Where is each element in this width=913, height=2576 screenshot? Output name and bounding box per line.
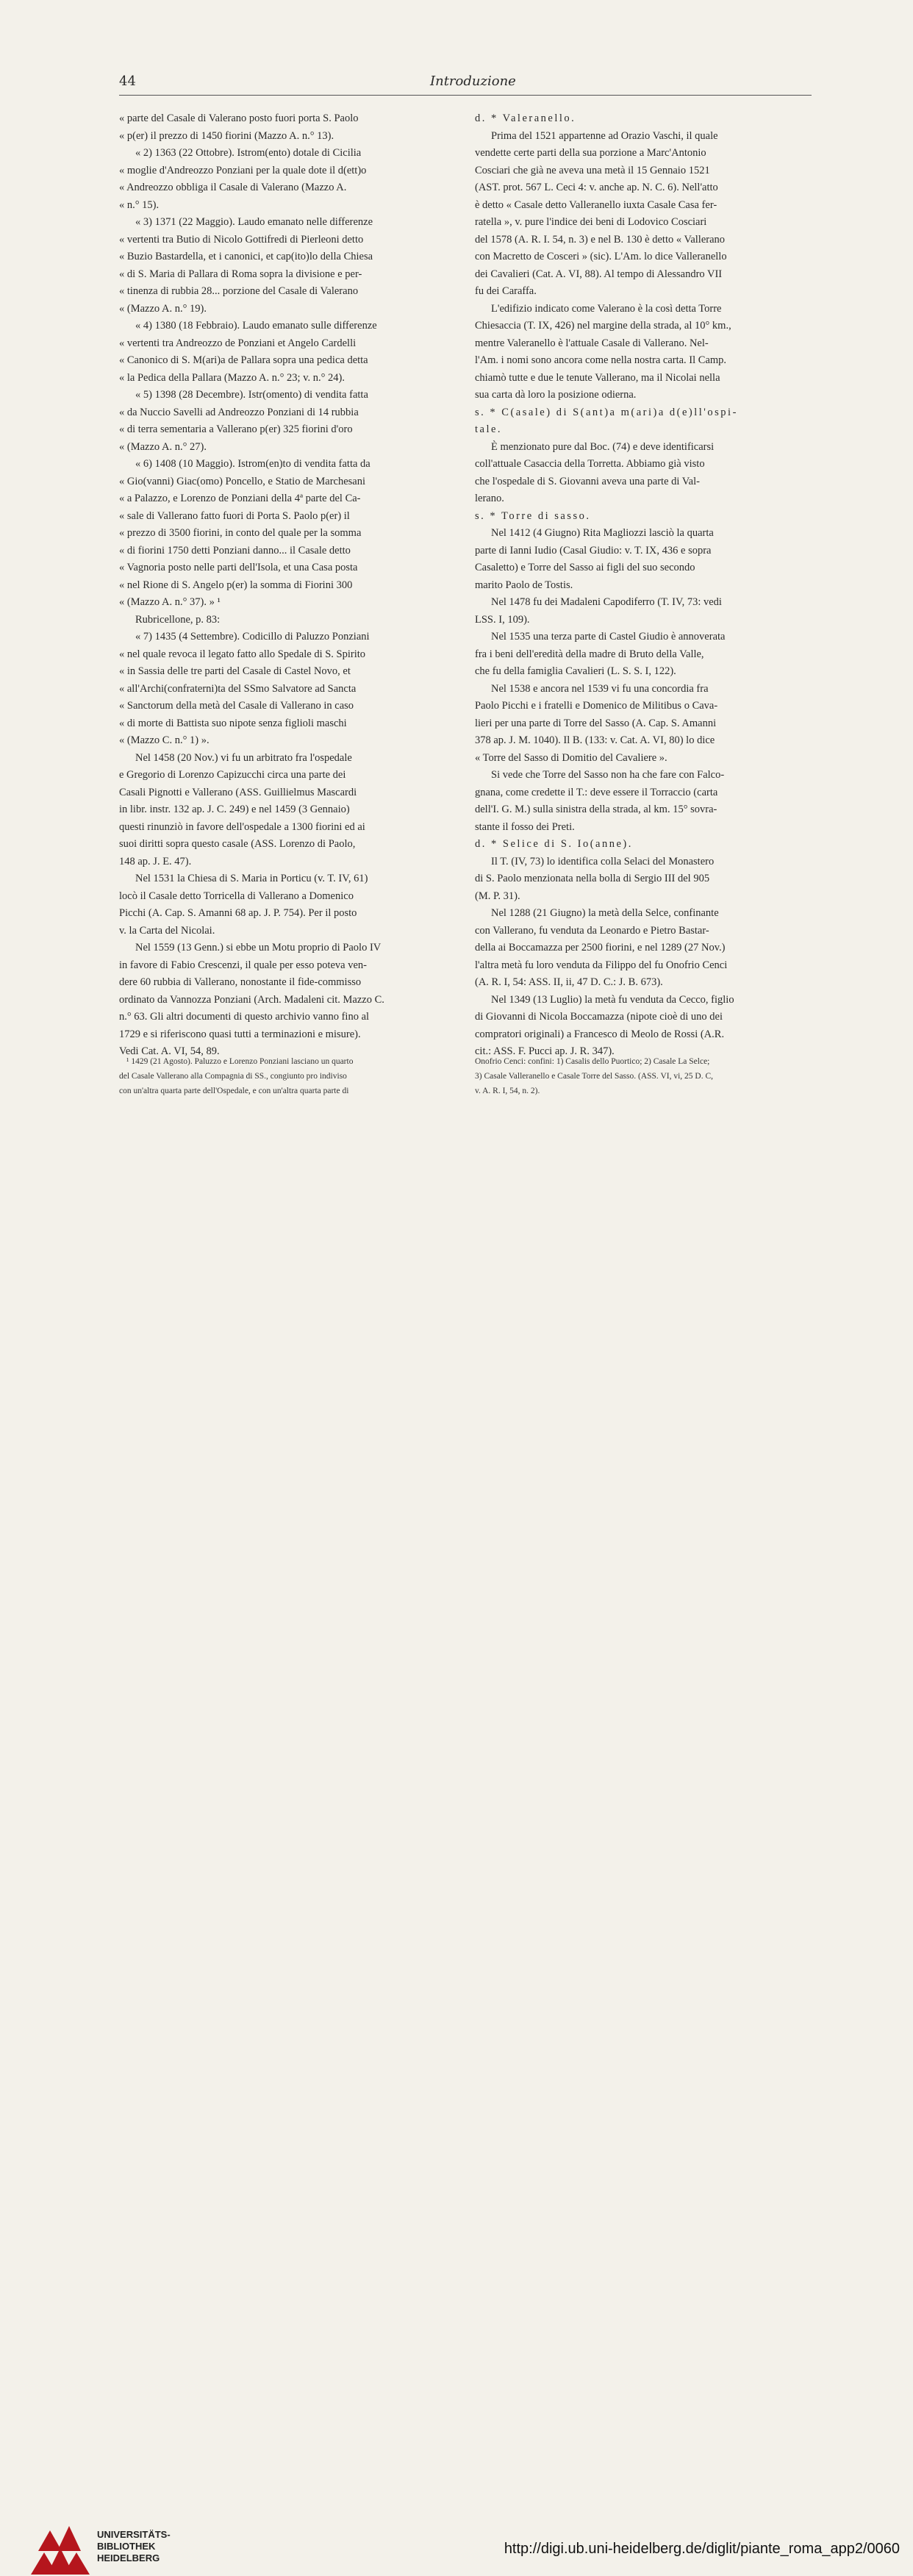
text-line: Vedi Cat. A. VI, 54, 89. [119, 1045, 220, 1057]
text-line: Nel 1478 fu dei Madaleni Capodiferro (T. IV, 73: vedi [491, 596, 722, 608]
text-line: Nel 1412 (4 Giugno) Rita Magliozzi lasciò la quarta [491, 527, 714, 539]
text-line: mentre Valeranello è l'attuale Casale di Vallerano. Nel- [475, 337, 709, 349]
text-line: lerano. [475, 493, 504, 504]
text-line: cit.: ASS. F. Pucci ap. J. R. 347). [475, 1045, 615, 1057]
text-line: LSS. I, 109). [475, 613, 530, 626]
text-line: gnana, come credette il T.: deve essere il Torraccio (carta [475, 786, 718, 798]
text-line: « 5) 1398 (28 Decembre). Istr(omento) di vendita fatta [135, 389, 368, 401]
text-line: « 2) 1363 (22 Ottobre). Istrom(ento) dotale di Cicilia [135, 147, 362, 159]
text-line: Nel 1349 (13 Luglio) la metà fu venduta da Cecco, figlio [491, 993, 734, 1006]
text-line: parte di Ianni Iudio (Casal Giudio: v. T. IX, 436 e sopra [475, 544, 712, 557]
library-name [97, 2529, 171, 2564]
text-line: Nel 1531 la Chiesa di S. Maria in Porticu (v. T. IV, 61) [135, 873, 368, 884]
library-name-line-2: BIBLIOTHEK [97, 2541, 156, 2552]
text-line: « 7) 1435 (4 Settembre). Codicillo di Paluzzo Ponziani [135, 631, 370, 643]
text-line: « sale di Vallerano fatto fuori di Porta S. Paolo p(er) il [119, 509, 350, 522]
footnote-line: Onofrio Cenci: confini: 1) Casalis dello Puortico; 2) Casale La Selce; [475, 1057, 710, 1066]
text-line: di Giovanni di Nicola Boccamazza (nipote cioè di uno dei [475, 1011, 723, 1023]
text-line: 148 ap. J. E. 47). [119, 855, 192, 867]
footer-bar [0, 1259, 913, 2564]
text-line: con Macretto de Cosceri » (sic). L'Am. lo dice Valleranello [475, 251, 727, 262]
text-line: « (Mazzo A. n.° 27). [119, 440, 207, 453]
text-line: locò il Casale detto Torricella di Vallerano a Domenico [119, 890, 354, 902]
text-line: in libr. instr. 132 ap. J. C. 249) e nel 1459 (3 Gennaio) [119, 804, 350, 815]
text-line: « 6) 1408 (10 Maggio). Istrom(en)to di vendita fatta da [135, 458, 370, 470]
right-column [475, 110, 812, 1061]
text-line: fu dei Caraffa. [475, 285, 537, 297]
text-line: di S. Paolo menzionata nella bolla di Sergio III del 905 [475, 873, 710, 884]
text-line: « moglie d'Andreozzo Ponziani per la quale dote il d(ett)o [119, 164, 367, 176]
text-line: (M. P. 31). [475, 890, 520, 902]
text-line: « (Mazzo A. n.° 37). » ¹ [119, 596, 221, 608]
text-line: « 4) 1380 (18 Febbraio). Laudo emanato sulle differenze [135, 320, 377, 332]
text-line: dell'I. G. M.) sulla sinistra della strada, al km. 15° sovra- [475, 804, 717, 815]
text-line: d. * Valeranello. [475, 112, 576, 124]
text-line: del 1578 (A. R. I. 54, n. 3) e nel B. 130 è detto « Vallerano [475, 233, 726, 246]
text-line: « 3) 1371 (22 Maggio). Laudo emanato nelle differenze [135, 216, 373, 228]
footnote-left [119, 1054, 456, 1098]
text-line: l'Am. i nomi sono ancora come nella nostra carta. Il Camp. [475, 354, 727, 366]
text-line: Casaletto) e Torre del Sasso ai figli del suo secondo [475, 562, 695, 573]
text-line: 378 ap. J. M. 1040). Il B. (133: v. Cat. A. VI, 80) lo dice [475, 734, 715, 746]
text-line: con Vallerano, fu venduta da Leonardo e Pietro Bastar- [475, 924, 709, 937]
text-line: tale. [475, 423, 503, 435]
text-line: sua carta dà loro la posizione odierna. [475, 389, 637, 401]
text-line: l'altra metà fu loro venduta da Filippo del fu Onofrio Cenci [475, 959, 728, 971]
text-line: Nel 1559 (13 Genn.) si ebbe un Motu proprio di Paolo IV [135, 942, 382, 954]
left-column [119, 110, 456, 1061]
text-line: « p(er) il prezzo di 1450 fiorini (Mazzo A. n.° 13). [119, 129, 334, 142]
header-rule [119, 95, 812, 96]
text-line: che l'ospedale di S. Giovanni aveva una parte di Val- [475, 475, 700, 487]
text-line: dere 60 rubbia di Vallerano, nonostante il fide-commisso [119, 976, 362, 988]
text-line: « di morte di Battista suo nipote senza figlioli maschi [119, 717, 347, 729]
text-line: Rubricellone, p. 83: [135, 613, 221, 626]
page-number: 44 [119, 74, 136, 89]
text-line: « nel quale revoca il legato fatto allo Spedale di S. Spirito [119, 648, 366, 660]
text-line: L'edifizio indicato come Valerano è la così detta Torre [491, 302, 722, 315]
text-line: (AST. prot. 567 L. Ceci 4: v. anche ap. N. C. 6). Nell'atto [475, 182, 718, 193]
text-line: 1729 e si riferiscono quasi tutti a terminazioni e misure). [119, 1028, 361, 1040]
text-line: vendette certe parti della sua porzione a Marc'Antonio [475, 147, 706, 159]
text-line: « vertenti tra Butio di Nicolo Gottifredi di Pierleoni detto [119, 233, 364, 246]
text-line: coll'attuale Casaccia della Torretta. Abbiamo già visto [475, 458, 705, 470]
text-line: n.° 63. Gli altri documenti di questo archivio vanno fino al [119, 1011, 370, 1023]
text-line: stante il fosso dei Preti. [475, 820, 575, 833]
text-line: « la Pedica della Pallara (Mazzo A. n.° 23; v. n.° 24). [119, 371, 345, 384]
text-line: lieri per una parte di Torre del Sasso (A. Cap. S. Amanni [475, 717, 717, 729]
text-line: Chiesaccia (T. IX, 426) nel margine della strada, al 10° km., [475, 320, 731, 332]
text-line: « nel Rione di S. Angelo p(er) la somma di Fiorini 300 [119, 579, 353, 591]
text-line: s. * C(asale) di S(ant)a m(ari)a d(e)ll'ospi- [475, 406, 738, 418]
text-line: « parte del Casale di Valerano posto fuori porta S. Paolo [119, 112, 359, 124]
library-name-line-3: HEIDELBERG [97, 2552, 160, 2564]
footnote-line: ¹ 1429 (21 Agosto). Paluzzo e Lorenzo Ponziani lasciano un quarto [126, 1057, 354, 1066]
text-line: Nel 1458 (20 Nov.) vi fu un arbitrato fra l'ospedale [135, 751, 352, 764]
text-line: in favore di Fabio Crescenzi, il quale per esso poteva ven- [119, 959, 368, 971]
text-line: « Vagnoria posto nelle parti dell'Isola, et una Casa posta [119, 562, 358, 573]
text-line: dei Cavalieri (Cat. A. VI, 88). Al tempo di Alessandro VII [475, 268, 723, 280]
footnote-line: v. A. R. I, 54, n. 2). [475, 1087, 540, 1095]
running-head: Introduzione [430, 74, 516, 89]
text-line: Nel 1288 (21 Giugno) la metà della Selce, confinante [491, 907, 719, 919]
text-line: « Buzio Bastardella, et i canonici, et cap(ito)lo della Chiesa [119, 251, 373, 262]
text-line: È menzionato pure dal Boc. (74) e deve identificarsi [491, 440, 715, 453]
text-line: e Gregorio di Lorenzo Capizucchi circa una parte dei [119, 769, 346, 781]
text-line: ordinato da Vannozza Ponziani (Arch. Madaleni cit. Mazzo C. [119, 993, 384, 1006]
text-line: è detto « Casale detto Valleranello iuxta Casale Casa fer- [475, 198, 717, 211]
text-line: « n.° 15). [119, 198, 160, 211]
text-line: « prezzo di 3500 fiorini, in conto del quale per la somma [119, 527, 362, 539]
text-line: « (Mazzo C. n.° 1) ». [119, 734, 210, 746]
text-line: Paolo Picchi e i fratelli e Domenico de Militibus o Cava- [475, 700, 718, 712]
text-line: chiamò tutte e due le tenute Vallerano, ma il Nicolai nella [475, 371, 720, 384]
footnote-line: con un'altra quarta parte dell'Ospedale, e con un'altra quarta parte di [119, 1087, 349, 1095]
text-line: Casali Pignotti e Vallerano (ASS. Guillielmus Mascardi [119, 786, 357, 798]
text-line: d. * Selice di S. Io(anne). [475, 838, 633, 850]
text-line: « di S. Maria di Pallara di Roma sopra la divisione e per- [119, 268, 362, 280]
text-line: Il T. (IV, 73) lo identifica colla Selaci del Monastero [491, 855, 715, 867]
text-line: Nel 1538 e ancora nel 1539 vi fu una concordia fra [491, 682, 709, 695]
text-line: « Canonico di S. M(ari)a de Pallara sopra una pedica detta [119, 354, 368, 366]
source-url[interactable]: http://digi.ub.uni-heidelberg.de/diglit/piante_roma_app2/0060 [504, 2541, 900, 2557]
footnote-right [475, 1054, 812, 1098]
text-line: che fu della famiglia Cavalieri (L. S. S. I, 122). [475, 665, 676, 677]
text-line: « Andreozzo obbliga il Casale di Valerano (Mazzo A. [119, 182, 347, 193]
text-line: Picchi (A. Cap. S. Amanni 68 ap. J. P. 754). Per il posto [119, 907, 357, 919]
text-line: questi rinunziò in favore dell'ospedale a 1300 fiorini ed ai [119, 820, 365, 833]
text-line: Nel 1535 una terza parte di Castel Giudio è annoverata [491, 631, 726, 643]
text-line: s. * Torre di sasso. [475, 509, 591, 522]
text-line: della ai Boccamazza per 2500 fiorini, e nel 1289 (27 Nov.) [475, 942, 726, 954]
text-line: (A. R. I, 54: ASS. II, ii, 47 D. C.: J. B. 673). [475, 976, 663, 988]
text-line: « vertenti tra Andreozzo de Ponziani et Angelo Cardelli [119, 337, 357, 349]
footnote-line: del Casale Vallerano alla Compagnia di SS., congiunto pro indiviso [119, 1072, 347, 1081]
text-line: marito Paolo de Tostis. [475, 579, 573, 591]
text-line: v. la Carta del Nicolai. [119, 924, 215, 937]
text-line: Cosciari che già ne aveva una metà il 15 Gennaio 1521 [475, 164, 710, 176]
text-line: « in Sassia delle tre parti del Casale di Castel Novo, et [119, 665, 351, 677]
text-line: « Gio(vanni) Giac(omo) Poncello, e Statio de Marchesani [119, 475, 366, 487]
text-line: suoi diritti sopra questo casale (ASS. Lorenzo di Paolo, [119, 838, 356, 850]
text-line: fra i beni dell'eredità della madre di Bruto della Valle, [475, 648, 704, 660]
text-line: « a Palazzo, e Lorenzo de Ponziani della 4ª parte del Ca- [119, 493, 361, 504]
text-line: « (Mazzo A. n.° 19). [119, 302, 207, 315]
university-library-logo-icon [28, 2523, 94, 2576]
text-line: Si vede che Torre del Sasso non ha che fare con Falco- [491, 769, 725, 781]
text-line: compratori originali) a Francesco di Meolo de Rossi (A.R. [475, 1028, 725, 1040]
text-line: « da Nuccio Savelli ad Andreozzo Ponziani di 14 rubbia [119, 406, 359, 418]
text-line: ratella », v. pure l'indice dei beni di Lodovico Cosciari [475, 216, 707, 228]
text-line: « Torre del Sasso di Domitio del Cavaliere ». [475, 751, 667, 764]
text-line: « di fiorini 1750 detti Ponziani danno... il Casale detto [119, 544, 351, 557]
text-line: « all'Archi(confraterni)ta del SSmo Salvatore ad Sancta [119, 682, 357, 695]
footnote-line: 3) Casale Valleranello e Casale Torre del Sasso. (ASS. VI, vi, 25 D. C, [475, 1072, 714, 1081]
text-line: « di terra sementaria a Vallerano p(er) 325 fiorini d'oro [119, 423, 353, 435]
text-line: « tinenza di rubbia 28... porzione del Casale di Valerano [119, 285, 359, 297]
library-name-line-1: UNIVERSITÄTS- [97, 2529, 171, 2540]
text-line: « Sanctorum della metà del Casale di Vallerano in caso [119, 700, 354, 712]
text-line: Prima del 1521 appartenne ad Orazio Vaschi, il quale [491, 129, 718, 142]
